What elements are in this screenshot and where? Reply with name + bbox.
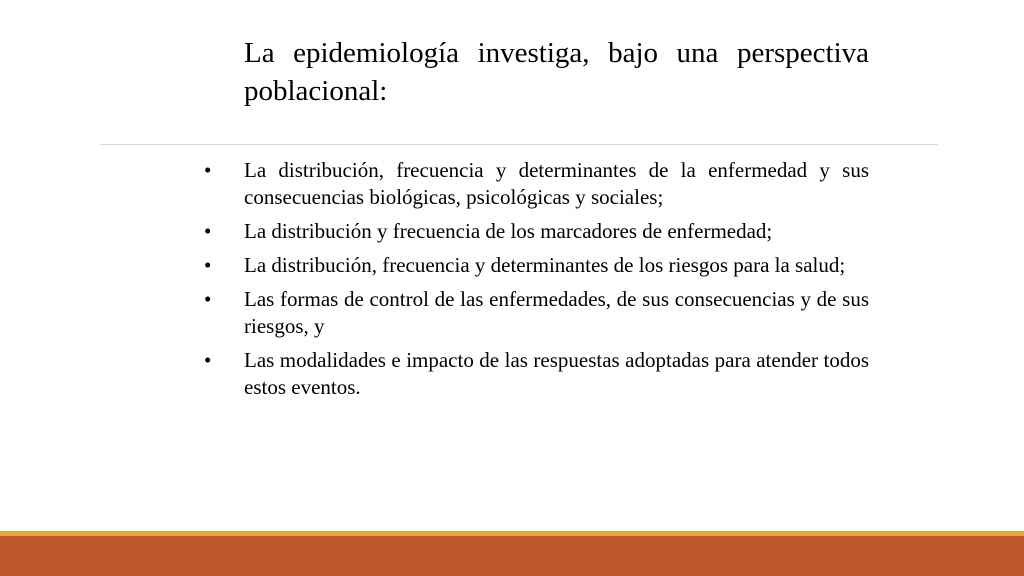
bullet-item: [204, 286, 869, 340]
bullet-item: [204, 347, 869, 401]
bullet-marker: •: [204, 287, 212, 311]
bullet-text: Las formas de control de las enfermedades, de sus consecuencias y de sus riesgos, y: [244, 287, 869, 338]
footer-bar: [0, 536, 1024, 576]
bullet-text: Las modalidades e impacto de las respuestas adoptadas para atender todos estos eventos.: [244, 348, 869, 399]
bullet-text: La distribución y frecuencia de los marcadores de enfermedad;: [244, 219, 773, 243]
bullet-marker: •: [204, 158, 212, 182]
title-divider: [100, 144, 938, 145]
bullet-text: La distribución, frecuencia y determinantes de los riesgos para la salud;: [244, 253, 846, 277]
bullet-marker: •: [204, 348, 212, 372]
bullet-item: [204, 157, 869, 211]
bullet-marker: •: [204, 253, 212, 277]
bullet-item: [204, 218, 869, 245]
footer-band: [0, 531, 1024, 576]
bullet-list: [204, 157, 869, 408]
bullet-text: La distribución, frecuencia y determinantes de la enfermedad y sus consecuencias biológicas, psicológicas y sociales;: [244, 158, 869, 209]
bullet-item: [204, 252, 869, 279]
bullet-marker: •: [204, 219, 212, 243]
slide-title: La epidemiología investiga, bajo una perspectiva poblacional:: [244, 37, 869, 107]
